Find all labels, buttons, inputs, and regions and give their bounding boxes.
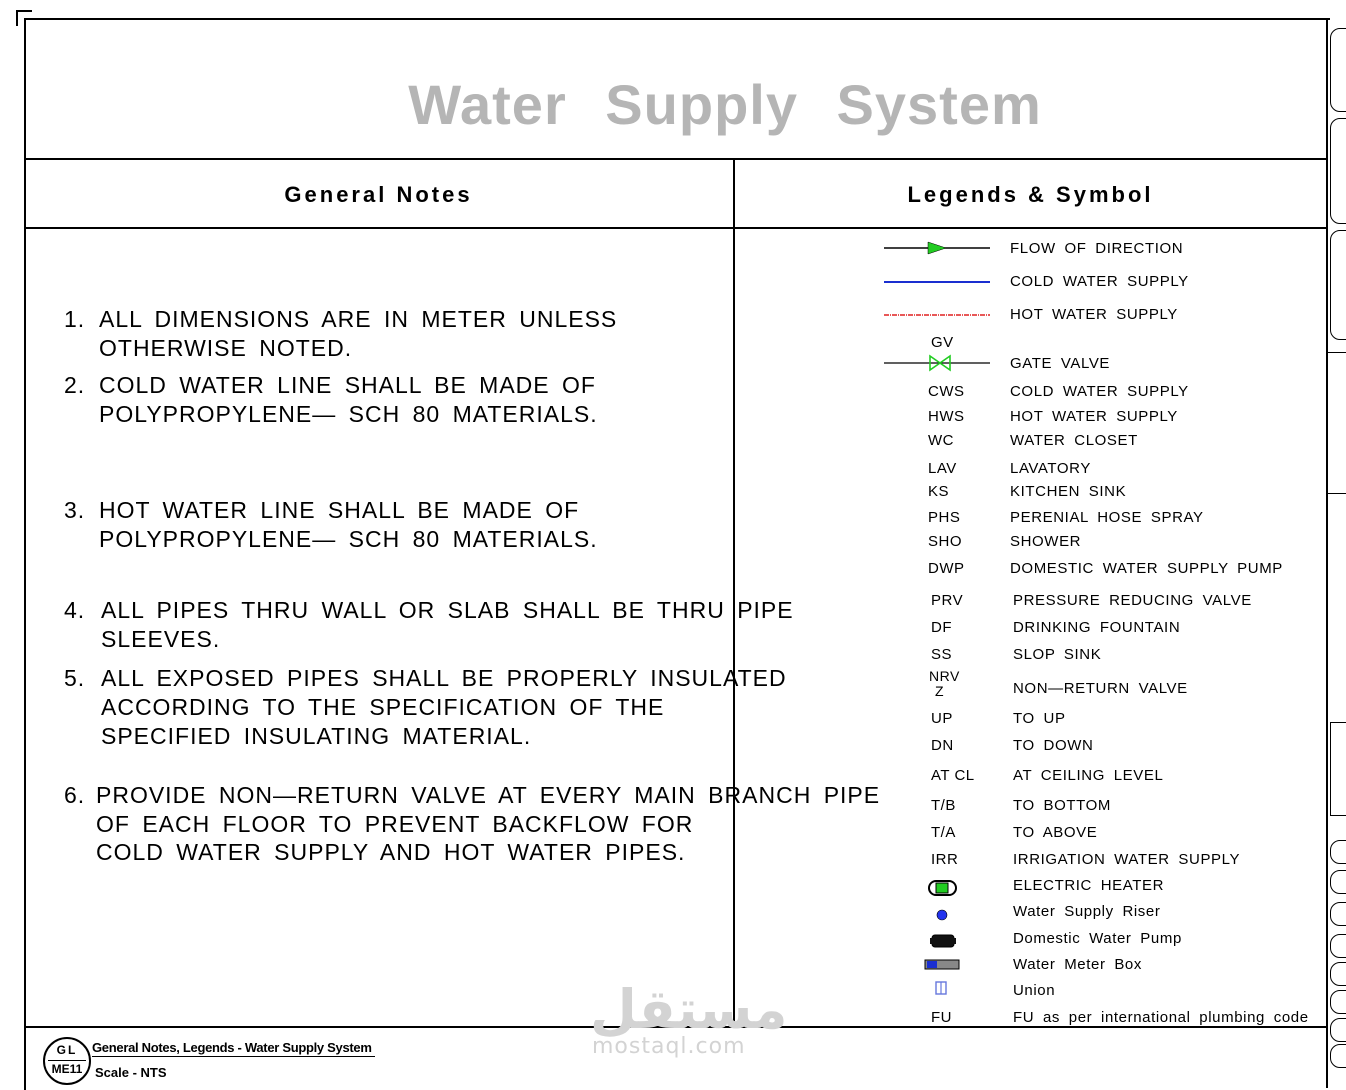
legend-desc: ELECTRIC HEATER bbox=[1013, 877, 1165, 894]
note-line: HOT WATER LINE SHALL BE MADE OF bbox=[99, 497, 580, 523]
bubble-divider bbox=[48, 1060, 86, 1061]
legend-desc: FU as per international plumbing code bbox=[1013, 1009, 1309, 1026]
note-line: ALL DIMENSIONS ARE IN METER UNLESS bbox=[99, 306, 618, 332]
legend-symbol: FU bbox=[931, 1009, 952, 1026]
water-meter-box-icon bbox=[922, 957, 962, 973]
title-row bbox=[24, 20, 1326, 160]
note-number: 3. bbox=[64, 497, 86, 523]
legend-symbol: DN bbox=[931, 737, 954, 754]
legend-desc: TO UP bbox=[1013, 710, 1066, 727]
legend-symbol: T/A bbox=[931, 824, 956, 841]
legend-symbol: NRV bbox=[929, 668, 960, 684]
legend-symbol: KS bbox=[928, 483, 950, 500]
legend-symbol: CWS bbox=[928, 383, 965, 400]
title-block-cell bbox=[1330, 118, 1346, 224]
column-divider bbox=[733, 158, 735, 1028]
page-title: Water Supply System bbox=[408, 73, 1042, 136]
legend-desc: GATE VALVE bbox=[1010, 355, 1111, 372]
sheet-number-bubble bbox=[43, 1037, 91, 1085]
legend-symbol: IRR bbox=[931, 851, 959, 868]
notes-heading: General Notes bbox=[284, 182, 473, 207]
legend-desc: Water Meter Box bbox=[1013, 956, 1142, 973]
flow-direction-arrow-icon bbox=[880, 238, 995, 258]
watermark-url: mostaql.com bbox=[592, 1034, 746, 1059]
water-supply-riser-icon bbox=[934, 907, 950, 923]
legend-symbol: DF bbox=[931, 619, 952, 636]
note-line: ACCORDING TO THE SPECIFICATION OF THE bbox=[101, 694, 665, 720]
legend-desc: TO ABOVE bbox=[1013, 824, 1098, 841]
sheet-discipline: GL bbox=[56, 1043, 78, 1057]
watermark-logo: مستقل bbox=[590, 978, 788, 1041]
union-icon bbox=[932, 979, 950, 997]
note-line: POLYPROPYLENE— SCH 80 MATERIALS. bbox=[99, 401, 598, 427]
legend-symbol: LAV bbox=[928, 460, 957, 477]
electric-heater-icon bbox=[926, 878, 960, 898]
note-line: OF EACH FLOOR TO PREVENT BACKFLOW FOR bbox=[96, 811, 694, 837]
legend-symbol: T/B bbox=[931, 797, 956, 814]
title-block-cell bbox=[1330, 990, 1346, 1014]
legend-desc: PRESSURE REDUCING VALVE bbox=[1013, 592, 1252, 609]
legend-desc: KITCHEN SINK bbox=[1010, 483, 1127, 500]
legend-symbol: PRV bbox=[931, 592, 964, 609]
hot-water-line-icon bbox=[880, 306, 995, 324]
header-divider bbox=[24, 227, 1326, 229]
nrv-symbol-sub: Z bbox=[935, 683, 945, 699]
legend-symbol: GV bbox=[931, 334, 954, 351]
note-line: PROVIDE NON—RETURN VALVE AT EVERY MAIN BRANCH PIPE bbox=[96, 782, 881, 808]
legend-symbol: AT CL bbox=[931, 767, 975, 784]
title-block-cell bbox=[1330, 870, 1346, 894]
legend-symbol: SHO bbox=[928, 533, 963, 550]
note-line: COLD WATER LINE SHALL BE MADE OF bbox=[99, 372, 596, 398]
legend-desc: SHOWER bbox=[1010, 533, 1082, 550]
legend-desc: NON—RETURN VALVE bbox=[1013, 680, 1188, 697]
legend-desc: PERENIAL HOSE SPRAY bbox=[1010, 509, 1204, 526]
title-block-cell bbox=[1330, 1044, 1346, 1068]
title-block-cell bbox=[1330, 28, 1346, 112]
legend-desc: TO BOTTOM bbox=[1013, 797, 1112, 814]
note-number: 2. bbox=[64, 372, 86, 398]
legend-desc: FLOW OF DIRECTION bbox=[1010, 240, 1184, 257]
gate-valve-icon bbox=[880, 353, 995, 373]
note-line: COLD WATER SUPPLY AND HOT WATER PIPES. bbox=[96, 839, 686, 865]
title-block-cell bbox=[1330, 840, 1346, 864]
legend-desc: DRINKING FOUNTAIN bbox=[1013, 619, 1181, 636]
drawing-title: General Notes, Legends - Water Supply System bbox=[92, 1040, 375, 1057]
title-block-cell bbox=[1330, 934, 1346, 958]
legend-symbol: DWP bbox=[928, 560, 965, 577]
sheet-number: ME11 bbox=[51, 1062, 83, 1076]
legend-desc: SLOP SINK bbox=[1013, 646, 1102, 663]
cold-water-line-icon bbox=[880, 273, 995, 291]
legend-symbol: SS bbox=[931, 646, 953, 663]
legend-desc: LAVATORY bbox=[1010, 460, 1091, 477]
legend-desc: WATER CLOSET bbox=[1010, 432, 1138, 449]
note-number: 6. bbox=[64, 782, 86, 808]
note-number: 5. bbox=[64, 665, 86, 691]
drawing-scale: Scale - NTS bbox=[95, 1065, 167, 1080]
note-number: 1. bbox=[64, 306, 86, 332]
legend-desc: DOMESTIC WATER SUPPLY PUMP bbox=[1010, 560, 1283, 577]
legend-desc: IRRIGATION WATER SUPPLY bbox=[1013, 851, 1241, 868]
legend-heading: Legends & Symbol bbox=[907, 182, 1154, 207]
legend-desc: COLD WATER SUPPLY bbox=[1010, 383, 1189, 400]
title-block-cell bbox=[1330, 230, 1346, 340]
legend-symbol: HWS bbox=[928, 408, 965, 425]
note-line: POLYPROPYLENE— SCH 80 MATERIALS. bbox=[99, 526, 598, 552]
legend-desc: COLD WATER SUPPLY bbox=[1010, 273, 1189, 290]
legend-desc: HOT WATER SUPPLY bbox=[1010, 306, 1178, 323]
legend-desc: Water Supply Riser bbox=[1013, 903, 1161, 920]
note-number: 4. bbox=[64, 597, 86, 623]
legend-desc: AT CEILING LEVEL bbox=[1013, 767, 1164, 784]
title-block-cell bbox=[1330, 962, 1346, 986]
legend-desc: TO DOWN bbox=[1013, 737, 1094, 754]
note-line: OTHERWISE NOTED. bbox=[99, 335, 353, 361]
note-line: SPECIFIED INSULATING MATERIAL. bbox=[101, 723, 532, 749]
title-block-cell bbox=[1326, 352, 1346, 494]
legend-symbol: UP bbox=[931, 710, 953, 727]
title-block-cell bbox=[1330, 1018, 1346, 1042]
legend-desc: HOT WATER SUPPLY bbox=[1010, 408, 1178, 425]
title-block-cell bbox=[1330, 902, 1346, 926]
note-line: ALL PIPES THRU WALL OR SLAB SHALL BE THRU PIPE bbox=[101, 597, 794, 623]
note-line: SLEEVES. bbox=[101, 626, 221, 652]
legend-symbol: PHS bbox=[928, 509, 961, 526]
legend-symbol: WC bbox=[928, 432, 954, 449]
note-line: ALL EXPOSED PIPES SHALL BE PROPERLY INSULATED bbox=[101, 665, 787, 691]
domestic-water-pump-icon bbox=[928, 931, 958, 951]
legend-desc: Union bbox=[1013, 982, 1056, 999]
legend-desc: Domestic Water Pump bbox=[1013, 930, 1182, 947]
title-block-cell bbox=[1330, 722, 1346, 816]
